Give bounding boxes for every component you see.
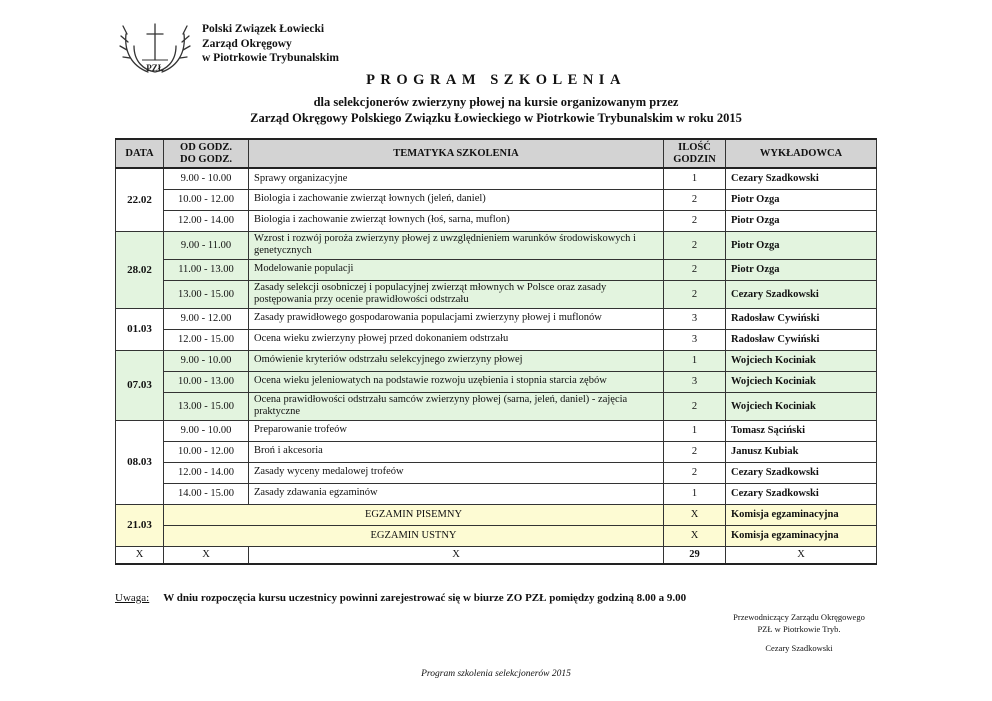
count-cell: 3 [664,329,726,350]
registration-note [115,592,686,604]
count-cell: X [664,504,726,525]
table-row [116,462,877,483]
count-cell: 1 [664,350,726,371]
lecturer-cell: Piotr Ozga [726,210,877,231]
topic-cell: Biologia i zachowanie zwierząt łownych (łoś, sarna, muflon) [249,210,664,231]
note-text: W dniu rozpoczęcia kursu uczestnicy powinni zarejestrować się w biurze ZO PZŁ pomiędzy godziną 8.00 a 9.00 [163,592,687,604]
hours-cell: 13.00 - 15.00 [164,392,249,420]
pzl-logo-icon [118,16,192,80]
count-cell: 2 [664,280,726,308]
count-cell: 1 [664,168,726,189]
count-cell: 2 [664,259,726,280]
lecturer-cell: Piotr Ozga [726,189,877,210]
lecturer-cell: Cezary Szadkowski [726,483,877,504]
hours-cell: 11.00 - 13.00 [164,259,249,280]
logo-text: PZŁ [146,63,164,73]
topic-cell: Sprawy organizacyjne [249,168,664,189]
lecturer-cell: Radosław Cywiński [726,329,877,350]
header-count-2: GODZIN [673,153,716,165]
count-cell: 2 [664,189,726,210]
hours-cell: 9.00 - 11.00 [164,231,249,259]
document-title: PROGRAM SZKOLENIA [366,72,626,88]
hours-cell: 14.00 - 15.00 [164,483,249,504]
lecturer-cell: Cezary Szadkowski [726,280,877,308]
hours-cell: 12.00 - 15.00 [164,329,249,350]
lecturer-cell: Wojciech Kociniak [726,350,877,371]
count-cell: 3 [664,308,726,329]
count-cell: 2 [664,231,726,259]
header-hours [164,139,249,168]
table-row [116,350,877,371]
lecturer-cell: Tomasz Sąciński [726,420,877,441]
table-row [116,441,877,462]
totals-lecturer: X [726,546,877,564]
table-row [116,280,877,308]
count-cell: 2 [664,392,726,420]
table-row [116,308,877,329]
org-line-2: Zarząd Okręgowy [202,37,292,50]
exam-cell: EGZAMIN USTNY [164,525,664,546]
topic-cell: Modelowanie populacji [249,259,664,280]
table-row [116,504,877,525]
topic-cell: Zasady zdawania egzaminów [249,483,664,504]
signature-block [720,612,878,655]
lecturer-cell: Piotr Ozga [726,259,877,280]
table-row [116,525,877,546]
count-cell: X [664,525,726,546]
signature-name: Cezary Szadkowski [765,643,833,653]
signature-line-1: Przewodniczący Zarządu Okręgowego [733,612,865,622]
training-schedule-table [115,138,877,565]
date-cell: 01.03 [116,308,164,350]
date-cell: 21.03 [116,504,164,546]
totals-count: 29 [664,546,726,564]
table-row [116,392,877,420]
topic-cell: Ocena wieku zwierzyny płowej przed dokonaniem odstrzału [249,329,664,350]
hours-cell: 10.00 - 13.00 [164,371,249,392]
lecturer-cell: Komisja egzaminacyjna [726,504,877,525]
topic-cell: Zasady prawidłowego gospodarowania populacjami zwierzyny płowej i muflonów [249,308,664,329]
hours-cell: 9.00 - 12.00 [164,308,249,329]
table-row [116,329,877,350]
topic-cell: Preparowanie trofeów [249,420,664,441]
topic-cell: Broń i akcesoria [249,441,664,462]
topic-cell: Zasady selekcji osobniczej i populacyjnej zwierząt młownych w Polsce oraz zasady postępowania przy ocenie prawidłowości odstrzału [249,280,664,308]
note-label: Uwaga: [115,592,150,604]
lecturer-cell: Radosław Cywiński [726,308,877,329]
table-row [116,259,877,280]
hours-cell: 10.00 - 12.00 [164,441,249,462]
org-line-1: Polski Związek Łowiecki [202,23,325,35]
organization-header [202,22,339,66]
table-row [116,189,877,210]
header-lecturer: WYKŁADOWCA [726,139,877,168]
lecturer-cell: Wojciech Kociniak [726,392,877,420]
lecturer-cell: Cezary Szadkowski [726,168,877,189]
exam-cell: EGZAMIN PISEMNY [164,504,664,525]
table-row [116,168,877,189]
hours-cell: 12.00 - 14.00 [164,462,249,483]
count-cell: 1 [664,420,726,441]
table-row [116,231,877,259]
table-row [116,483,877,504]
hours-cell: 9.00 - 10.00 [164,420,249,441]
count-cell: 2 [664,210,726,231]
hours-cell: 9.00 - 10.00 [164,350,249,371]
topic-cell: Ocena prawidłowości odstrzału samców zwierzyny płowej (sarna, jeleń, daniel) - zajęcia praktyczne [249,392,664,420]
topic-cell: Zasady wyceny medalowej trofeów [249,462,664,483]
totals-hours: X [164,546,249,564]
date-cell: 08.03 [116,420,164,504]
subtitle-line-1: dla selekcjonerów zwierzyny płowej na kursie organizowanym przez [313,95,679,109]
date-cell: 28.02 [116,231,164,308]
totals-topic: X [249,546,664,564]
header-hours-from: OD GODZ. [180,141,232,153]
table-header-row [116,139,877,168]
hours-cell: 13.00 - 15.00 [164,280,249,308]
topic-cell: Ocena wieku jeleniowatych na podstawie rozwoju uzębienia i stopnia starcia zębów [249,371,664,392]
hours-cell: 10.00 - 12.00 [164,189,249,210]
header-date: DATA [116,139,164,168]
header-topic: TEMATYKA SZKOLENIA [249,139,664,168]
topic-cell: Biologia i zachowanie zwierząt łownych (jeleń, daniel) [249,189,664,210]
header-hours-to: DO GODZ. [180,153,232,165]
lecturer-cell: Piotr Ozga [726,231,877,259]
hours-cell: 12.00 - 14.00 [164,210,249,231]
topic-cell: Wzrost i rozwój poroża zwierzyny płowej z uwzględnieniem warunków środowiskowych i genetycznych [249,231,664,259]
header-count [664,139,726,168]
lecturer-cell: Komisja egzaminacyjna [726,525,877,546]
org-line-3: w Piotrkowie Trybunalskim [202,52,339,64]
count-cell: 2 [664,462,726,483]
table-row [116,210,877,231]
totals-row [116,546,877,564]
subtitle-line-2: Zarząd Okręgowy Polskiego Związku Łowieckiego w Piotrkowie Trybunalskim w roku 2015 [250,111,742,125]
count-cell: 3 [664,371,726,392]
totals-date: X [116,546,164,564]
header-count-1: ILOŚĆ [678,141,711,153]
lecturer-cell: Janusz Kubiak [726,441,877,462]
date-cell: 07.03 [116,350,164,420]
table-row [116,371,877,392]
count-cell: 2 [664,441,726,462]
topic-cell: Omówienie kryteriów odstrzału selekcyjnego zwierzyny płowej [249,350,664,371]
lecturer-cell: Cezary Szadkowski [726,462,877,483]
hours-cell: 9.00 - 10.00 [164,168,249,189]
table-row [116,420,877,441]
count-cell: 1 [664,483,726,504]
page-footer: Program szkolenia selekcjonerów 2015 [421,669,571,679]
lecturer-cell: Wojciech Kociniak [726,371,877,392]
date-cell: 22.02 [116,168,164,231]
signature-line-2: PZŁ w Piotrkowie Tryb. [757,623,841,634]
